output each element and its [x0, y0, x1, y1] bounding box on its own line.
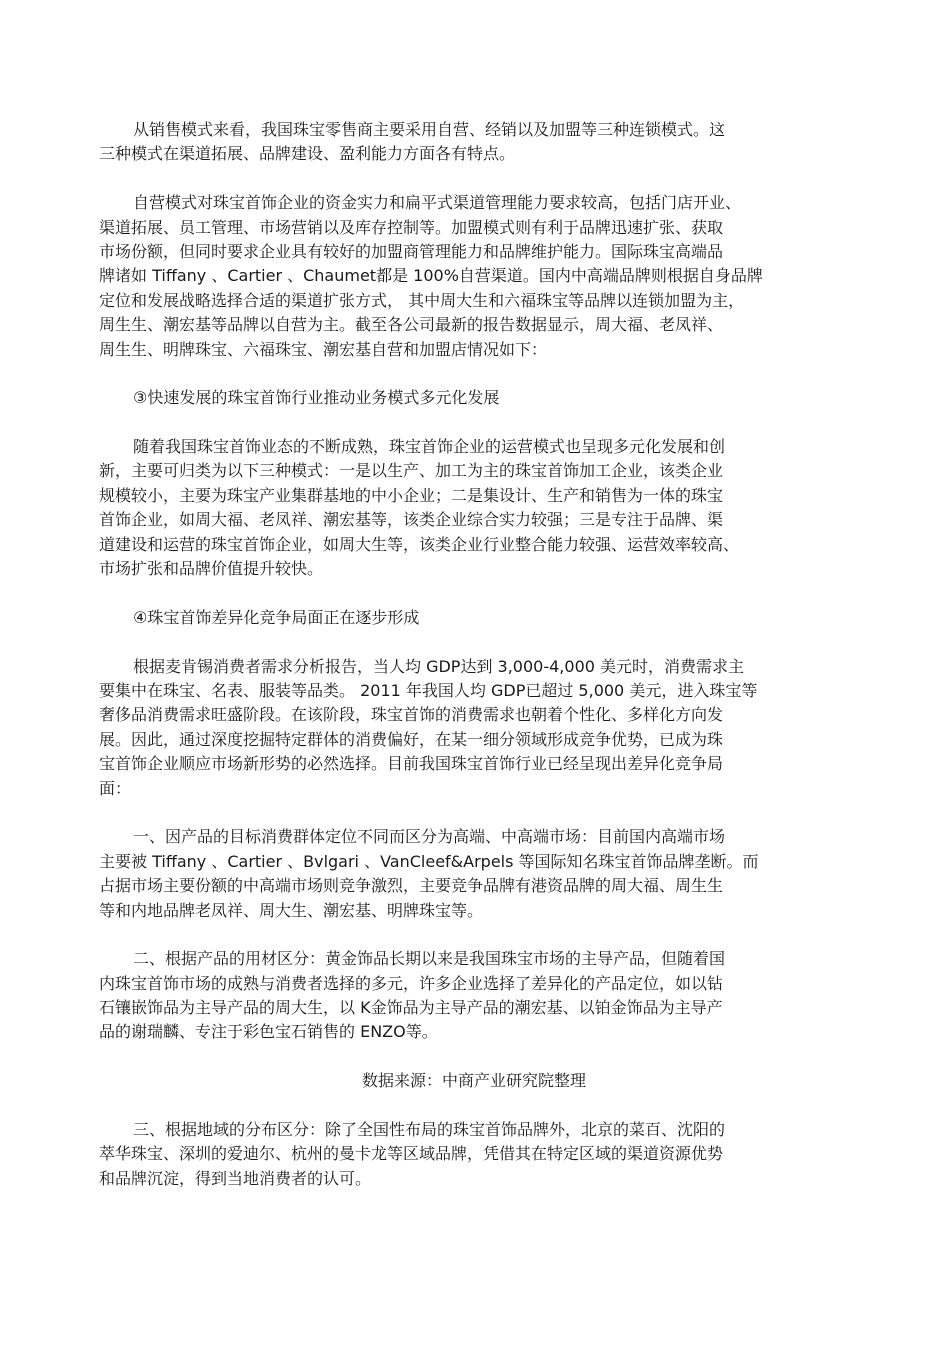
text-line: 面：: [99, 778, 132, 798]
section-heading-3: [99, 386, 849, 410]
text-line: 奢侈品消费需求旺盛阶段。在该阶段，珠宝首饰的消费需求也朝着个性化、多样化方向发: [99, 705, 724, 725]
text-line: 规模较小，主要为珠宝产业集群基地的中小企业；二是集设计、生产和销售为一体的珠宝: [99, 485, 724, 505]
text-line: 随着我国珠宝首饰业态的不断成熟，珠宝首饰企业的运营模式也呈现多元化发展和创: [133, 437, 726, 457]
text-line: 一、因产品的目标消费群体定位不同而区分为高端、中高端市场：目前国内高端市场: [133, 827, 726, 847]
text-line: 自营模式对珠宝首饰企业的资金实力和扁平式渠道管理能力要求较高，包括门店开业、: [133, 193, 742, 213]
text-line: 占据市场主要份额的中高端市场则竞争激烈，主要竞争品牌有港资品牌的周大福、周生生: [99, 876, 724, 896]
text-line: 要集中在珠宝、名表、服装等品类。 2011 年我国人均 GDP已超过 5,000 美元，进入珠宝等: [99, 680, 758, 700]
text-line: 和品牌沉淀，得到当地消费者的认可。: [99, 1168, 372, 1188]
text-line: 萃华珠宝、深圳的爱迪尔、杭州的曼卡龙等区域品牌，凭借其在特定区域的渠道资源优势: [99, 1144, 724, 1164]
text-line: 品的谢瑞麟、专注于彩色宝石销售的 ENZO等。: [99, 1022, 438, 1042]
text-line: 等和内地品牌老凤祥、周大生、潮宏基、明牌珠宝等。: [99, 900, 484, 920]
paragraph-business-models: [99, 435, 849, 581]
text-line: 二、根据产品的用材区分：黄金饰品长期以来是我国珠宝市场的主导产品，但随着国: [133, 949, 726, 969]
text-line: 宝首饰企业顺应市场新形势的必然选择。目前我国珠宝首饰行业已经呈现出差异化竞争局: [99, 754, 724, 774]
text-line: 根据麦肯锡消费者需求分析报告，当人均 GDP达到 3,000-4,000 美元时，消费需求主: [133, 656, 745, 676]
text-line: ③快速发展的珠宝首饰行业推动业务模式多元化发展: [133, 388, 500, 408]
paragraph-point-1: [99, 825, 849, 923]
paragraph-sales-model-intro: [99, 118, 849, 167]
text-line: 内珠宝首饰市场的成熟与消费者选择的多元，许多企业选择了差异化的产品定位，如以钻: [99, 973, 724, 993]
document-body: [99, 118, 849, 1216]
text-line: 展。因此，通过深度挖掘特定群体的消费偏好，在某一细分领域形成竞争优势，已成为珠: [99, 729, 724, 749]
text-line: 主要被 Tiffany 、Cartier 、Bvlgari 、VanCleef&Arpels 等国际知名珠宝首饰品牌垄断。而: [99, 851, 759, 871]
section-heading-4: [99, 606, 849, 630]
text-line: 渠道拓展、员工管理、市场营销以及库存控制等。加盟模式则有利于品牌迅速扩张、获取: [99, 217, 724, 237]
text-line: 新，主要可归类为以下三种模式：一是以生产、加工为主的珠宝首饰加工企业，该类企业: [99, 461, 724, 481]
text-line: 定位和发展战略选择合适的渠道扩张方式， 其中周大生和六福珠宝等品牌以连锁加盟为主，: [99, 290, 745, 310]
text-line: 从销售模式来看，我国珠宝零售商主要采用自营、经销以及加盟等三种连锁模式。这: [133, 120, 726, 139]
text-line: 三种模式在渠道拓展、品牌建设、盈利能力方面各有特点。: [99, 144, 516, 164]
text-line: 数据来源：中商产业研究院整理: [361, 1071, 586, 1091]
text-line: 石镶嵌饰品为主导产品的周大生，以 K金饰品为主导产品的潮宏基、以铂金饰品为主导产: [99, 998, 723, 1018]
text-line: 周生生、潮宏基等品牌以自营为主。截至各公司最新的报告数据显示，周大福、老凤祥、: [99, 315, 724, 335]
paragraph-mckinsey-report: [99, 655, 849, 801]
paragraph-point-3: [99, 1118, 849, 1191]
text-line: 市场份额，但同时要求企业具有较好的加盟商管理能力和品牌维护能力。国际珠宝高端品: [99, 241, 724, 261]
text-line: 首饰企业，如周大福、老凤祥、潮宏基等，该类企业综合实力较强；三是专注于品牌、渠: [99, 510, 724, 530]
text-line: 市场扩张和品牌价值提升较快。: [99, 559, 324, 579]
text-line: 三、根据地域的分布区分：除了全国性布局的珠宝首饰品牌外，北京的菜百、沈阳的: [133, 1120, 726, 1140]
text-line: ④珠宝首饰差异化竞争局面正在逐步形成: [133, 607, 420, 627]
text-line: 牌诸如 Tiffany 、Cartier 、Chaumet都是 100%自营渠道。国内中高端品牌则根据自身品牌: [99, 266, 763, 286]
paragraph-self-operated-model: [99, 191, 849, 362]
paragraph-point-2: [99, 947, 849, 1045]
text-line: 周生生、明牌珠宝、六福珠宝、潮宏基自营和加盟店情况如下：: [99, 339, 548, 359]
data-source-caption: [99, 1069, 849, 1093]
text-line: 道建设和运营的珠宝首饰企业，如周大生等，该类企业行业整合能力较强、运营效率较高、: [99, 534, 740, 554]
